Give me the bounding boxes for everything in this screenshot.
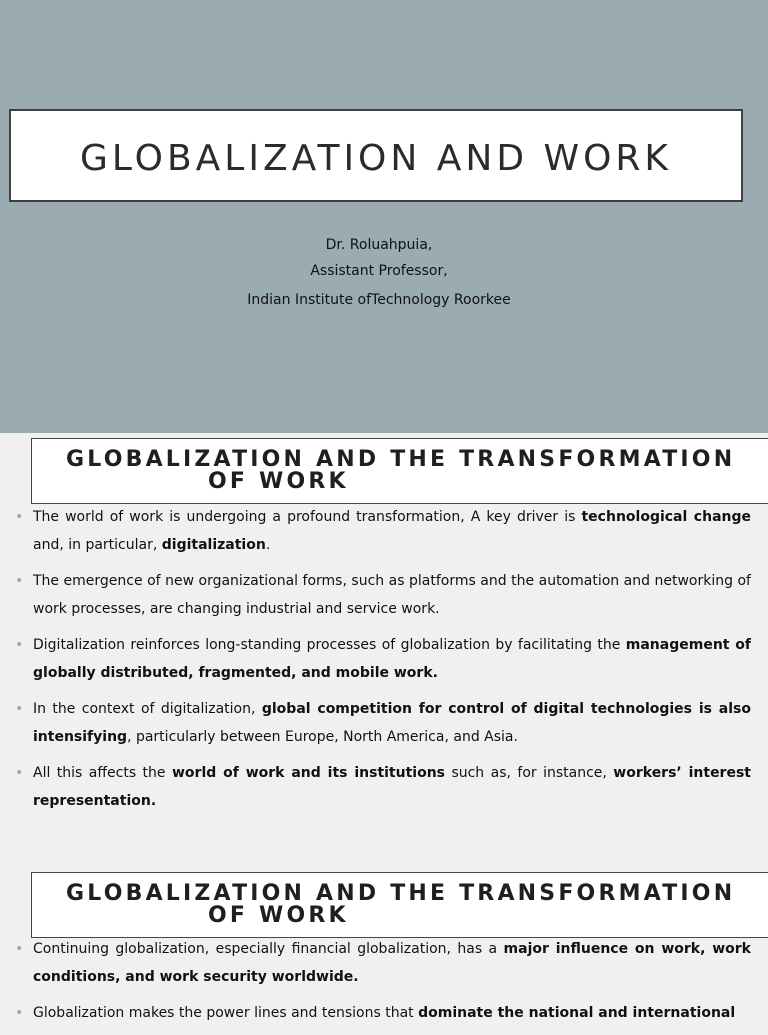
slide3-heading-line2: OF WORK xyxy=(208,903,349,928)
text: , particularly between Europe, North America, and Asia. xyxy=(127,729,518,745)
content-slide xyxy=(0,433,768,1024)
bullet-item xyxy=(15,503,751,559)
bullet-item xyxy=(15,759,751,815)
bold-text: global competition for control of digital technologies is also intensifying xyxy=(33,701,751,745)
slide3-heading-box xyxy=(31,872,768,938)
text: The world of work is undergoing a profound transformation, A key driver is xyxy=(33,509,582,525)
title-slide xyxy=(0,0,768,433)
slide2-bullet-list xyxy=(15,503,751,823)
text: Globalization makes the power lines and tensions that xyxy=(33,1005,419,1021)
slide2-heading-line1: GLOBALIZATION AND THE TRANSFORMATION xyxy=(66,447,736,472)
bold-text: dominate the national and international xyxy=(418,1005,736,1021)
text: and, in particular, xyxy=(33,537,162,553)
bullet-item xyxy=(15,631,751,687)
slide3-bullet-list xyxy=(15,935,751,1035)
text: The emergence of new organizational forms, such as platforms and the automation and networking of work processes, are changing industrial and service work. xyxy=(33,573,751,617)
slide2-heading-box xyxy=(31,438,768,504)
title-box xyxy=(9,109,743,202)
bullet-item xyxy=(15,999,751,1027)
text: Digitalization reinforces long-standing processes of globalization by facilitating the xyxy=(33,637,626,653)
bullet-item xyxy=(15,935,751,991)
author-name: Dr. Roluahpuia, xyxy=(325,237,433,253)
bold-text: major influence on work, work conditions, and work security worldwide. xyxy=(33,941,751,985)
author-institution: Indian Institute ofTechnology Roorkee xyxy=(247,292,511,308)
author-role: Assistant Professor, xyxy=(310,263,448,279)
bold-text: world of work and its institutions xyxy=(171,765,445,781)
slide-title: GLOBALIZATION AND WORK xyxy=(79,138,673,179)
bullet-item xyxy=(15,567,751,623)
bold-text: technological change xyxy=(581,509,751,525)
text: All this affects the xyxy=(33,765,172,781)
text: . xyxy=(265,537,271,553)
text: Continuing globalization, especially financial globalization, has a xyxy=(33,941,504,957)
slide3-heading-line1: GLOBALIZATION AND THE TRANSFORMATION xyxy=(66,881,736,906)
bullet-item xyxy=(15,695,751,751)
text: In the context of digitalization, xyxy=(33,701,262,717)
text: such as, for instance, xyxy=(445,765,614,781)
slide2-heading-line2: OF WORK xyxy=(208,469,349,494)
bold-text: digitalization xyxy=(161,537,266,553)
bold-text: management of globally distributed, fragmented, and mobile work. xyxy=(33,637,752,681)
bold-text: workers’ interest representation. xyxy=(33,765,751,809)
